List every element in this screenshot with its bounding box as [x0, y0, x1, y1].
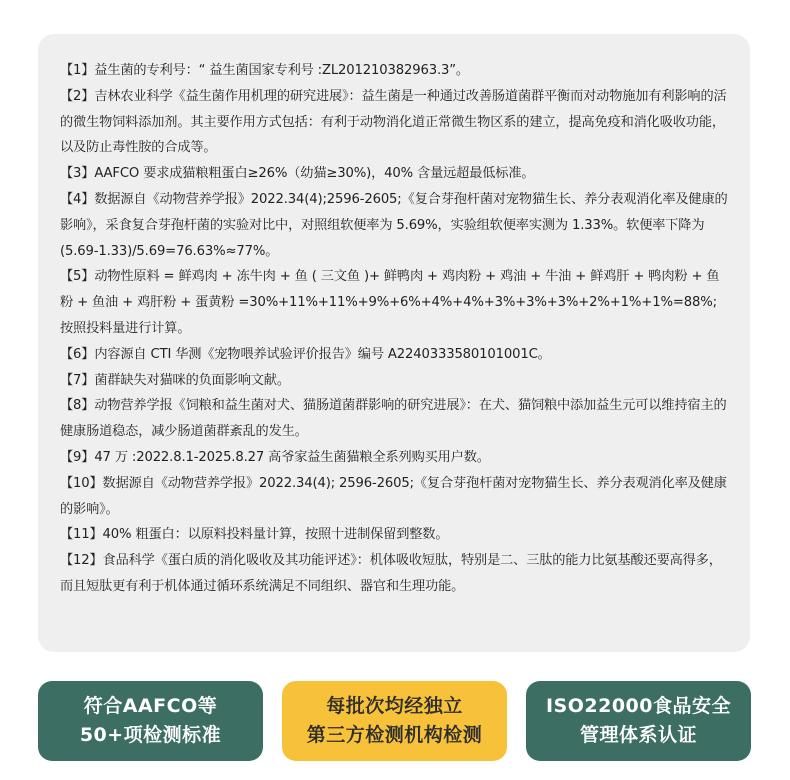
badge-line: 管理体系认证 [579, 724, 697, 746]
reference-note-12: 【12】食品科学《蛋白质的消化吸收及其功能评述》：机体吸收短肽，特别是二、三肽的能力比氨基酸还要高得多，而且短肽更有利于机体通过循环系统满足不同组织、器官和生理功能。 [60, 553, 722, 594]
badge-line: 50+项检测标准 [79, 724, 222, 746]
badge-line: 第三方检测机构检测 [306, 724, 483, 746]
badge-line: 每批次均经独立 [326, 695, 463, 717]
iso22000-badge [526, 681, 751, 761]
badge-line: ISO22000食品安全 [545, 695, 731, 717]
reference-note-5: 【5】动物性原料 = 鲜鸡肉 + 冻牛肉 + 鱼 ( 三文鱼 )+ 鲜鸭肉 + 鸡肉粉 + 鸡油 + 牛油 + 鲜鸡肝 + 鸭肉粉 + 鱼粉 + 鱼油 + 鸡肝粉 + 蛋黄粉 =30%+11%+11%+9%+6%+4%+4%+3%+3%+3%+2%+1%+1%=88%; 按照投料量进行计算。 [60, 269, 720, 336]
reference-note-8: 【8】动物营养学报《饲粮和益生菌对犬、猫肠道菌群影响的研究进展》：在犬、猫饲粮中添加益生元可以维持宿主的健康肠道稳态，减少肠道菌群紊乱的发生。 [60, 398, 727, 440]
reference-note-11: 【11】40% 粗蛋白：以原料投料量计算，按照十进制保留到整数。 [60, 527, 449, 543]
reference-note-10: 【10】数据源自《动物营养学报》2022.34(4); 2596-2605;《复合芽孢杆菌对宠物猫生长、养分表观消化率及健康的影响》。 [60, 475, 727, 517]
reference-note-7: 【7】菌群缺失对猫咪的负面影响文献。 [60, 372, 290, 388]
reference-note-3: 【3】AAFCO 要求成猫粮粗蛋白≥26%（幼猫≥30%)，40% 含量远超最低标准。 [60, 166, 535, 182]
badge-line: 符合AAFCO等 [83, 695, 218, 717]
reference-note-6: 【6】内容源自 CTI 华测《宠物喂养试验评价报告》编号 A2240333580101001C。 [60, 346, 551, 362]
reference-note-1: 【1】益生菌的专利号：“ 益生菌国家专利号 :ZL201210382963.3”。 [60, 63, 469, 78]
references-card [38, 34, 750, 652]
aafco-standard-badge [38, 681, 263, 761]
reference-note-2: 【2】吉林农业科学《益生菌作用机理的研究进展》：益生菌是一种通过改善肠道菌群平衡而对动物施加有利影响的活的微生物饲料添加剂。其主要作用方式包括：有利于动物消化道正常微生物区系的建立，提高免疫和消化吸收功能，以及防止毒性胺的合成等。 [60, 88, 727, 156]
third-party-testing-badge [282, 681, 507, 761]
reference-note-9: 【9】47 万 :2022.8.1-2025.8.27 高爷家益生菌猫粮全系列购买用户数。 [60, 449, 490, 465]
certification-badges [38, 681, 751, 761]
reference-note-4: 【4】数据源自《动物营养学报》2022.34(4);2596-2605;《复合芽孢杆菌对宠物猫生长、养分表观消化率及健康的影响》，采食复合芽孢杆菌的实验对比中，对照组软便率为 5.69%，实验组软便率实测为 1.33%。软便率下降为 (5.69-1.33)/5.69=76.63%≈77%。 [60, 191, 728, 259]
